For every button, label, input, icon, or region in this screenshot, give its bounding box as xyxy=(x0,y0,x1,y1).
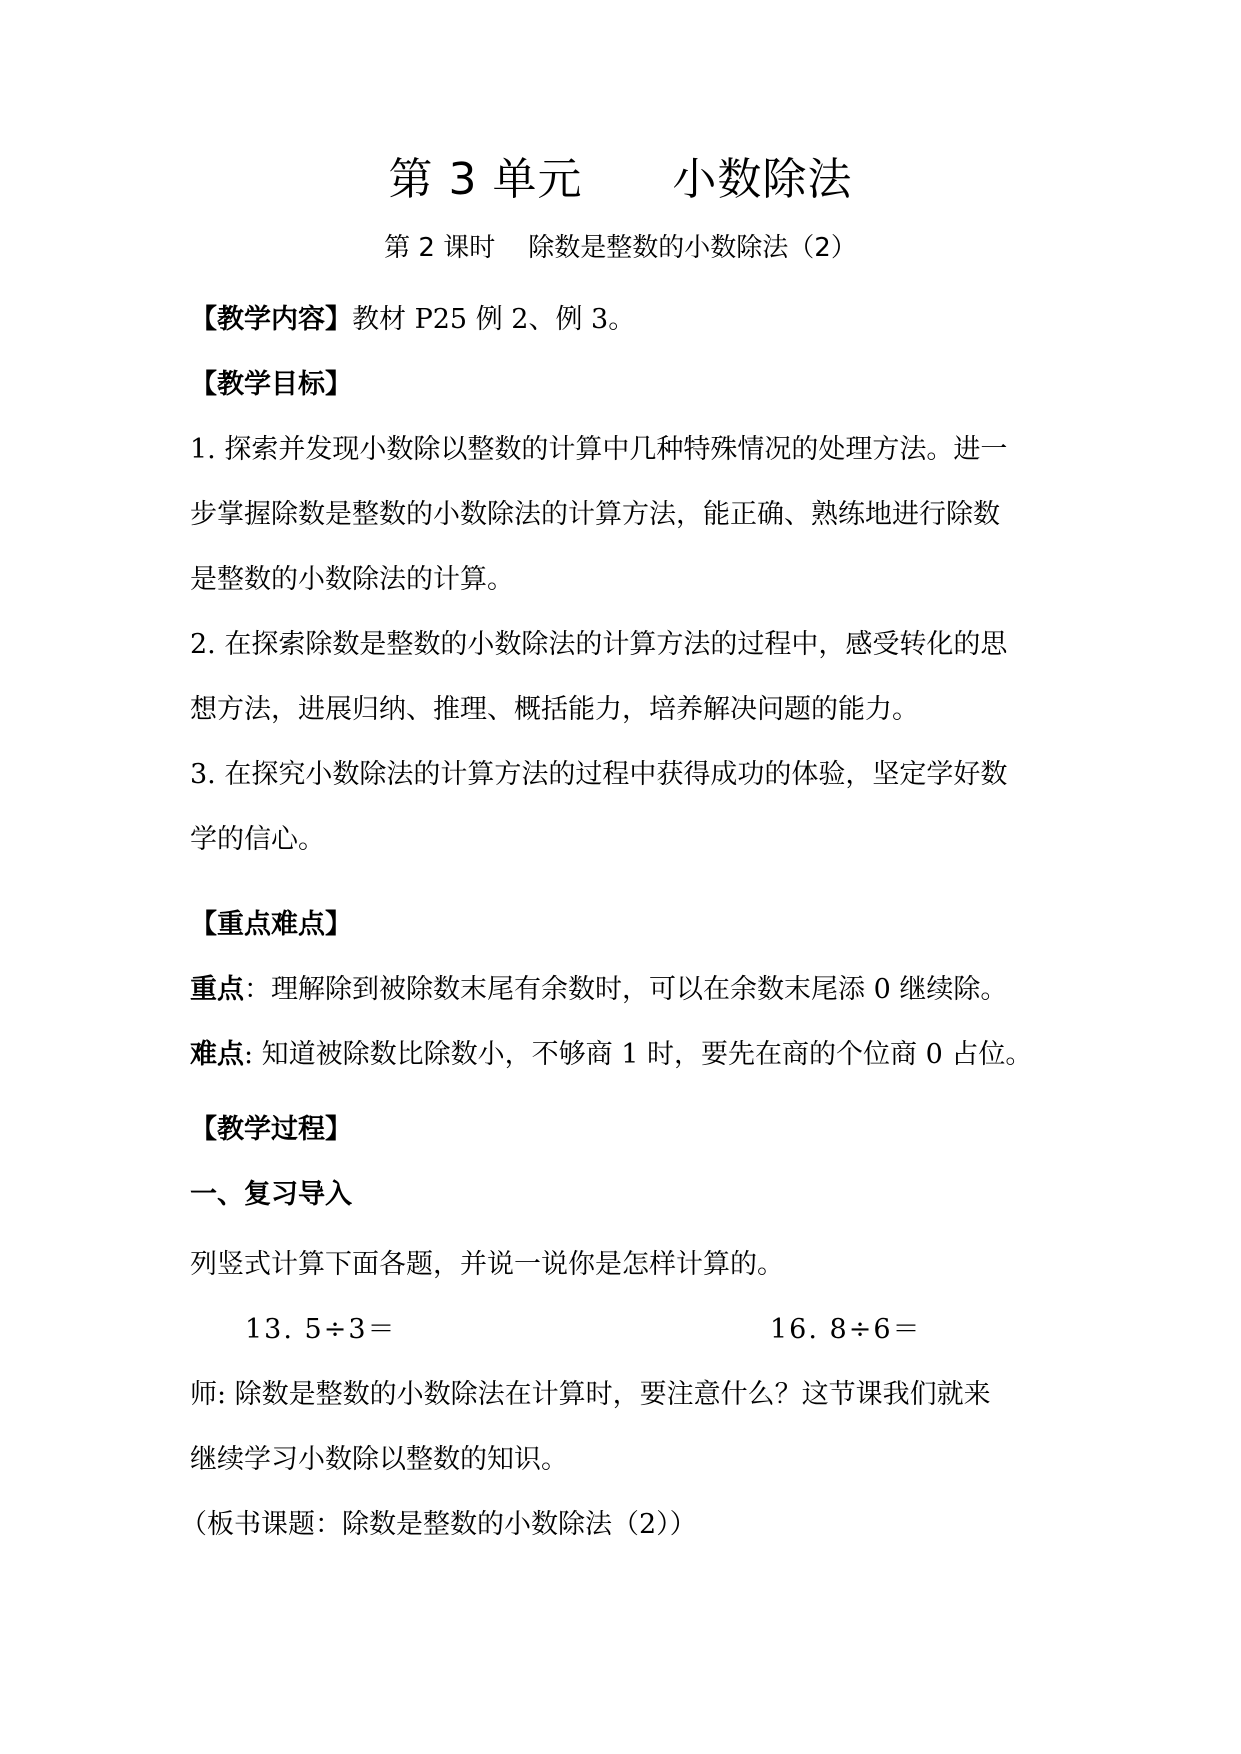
process-heading: 【教学过程】 xyxy=(190,1114,352,1145)
instruction-text: 列竖式计算下面各题，并说一说你是怎样计算的。 xyxy=(190,1249,784,1280)
unit-title: 第 3 单元 小数除法 xyxy=(388,154,853,205)
key-point-line xyxy=(190,970,1060,1010)
teaching-content-line xyxy=(190,300,1060,340)
goal-line: 3. 在探究小数除法的计算方法的过程中获得成功的体验，坚定学好数 xyxy=(190,759,1008,790)
goal-line: 学的信心。 xyxy=(190,824,325,855)
difficulty-line xyxy=(190,1035,1060,1075)
difficulty-text: : 知道被除数比除数小，不够商 1 时，要先在商的个位商 0 占位。 xyxy=(244,1039,1033,1070)
board-note: （板书课题：除数是整数的小数除法（2）） xyxy=(180,1509,697,1540)
problem-1: 13. 5÷3＝ xyxy=(245,1314,397,1345)
teaching-content-label: 【教学内容】 xyxy=(190,304,352,335)
goal-line: 步掌握除数是整数的小数除法的计算方法，能正确、熟练地进行除数 xyxy=(190,499,1000,530)
teacher-line: 师: 除数是整数的小数除法在计算时，要注意什么？这节课我们就来 xyxy=(190,1379,991,1410)
goal-line: 1. 探索并发现小数除以整数的计算中几种特殊情况的处理方法。进一 xyxy=(190,434,1008,465)
difficulty-label: 难点 xyxy=(190,1039,244,1070)
goal-line: 想方法，进展归纳、推理、概括能力，培养解决问题的能力。 xyxy=(190,694,919,725)
problem-2: 16. 8÷6＝ xyxy=(770,1314,922,1345)
goal-line: 2. 在探索除数是整数的小数除法的计算方法的过程中，感受转化的思 xyxy=(190,629,1008,660)
key-points-heading: 【重点难点】 xyxy=(190,909,352,940)
goal-line: 是整数的小数除法的计算。 xyxy=(190,564,514,595)
teacher-line: 继续学习小数除以整数的知识。 xyxy=(190,1444,568,1475)
goals-heading: 【教学目标】 xyxy=(190,369,352,400)
lesson-title: 第 2 课时 除数是整数的小数除法（2） xyxy=(384,233,857,263)
key-point-text: ：理解除到被除数末尾有余数时，可以在余数末尾添 0 继续除。 xyxy=(244,974,1008,1005)
key-point-label: 重点 xyxy=(190,974,244,1005)
teaching-content-text: 教材 P25 例 2、例 3。 xyxy=(352,304,636,335)
section-title: 一、复习导入 xyxy=(190,1179,352,1210)
